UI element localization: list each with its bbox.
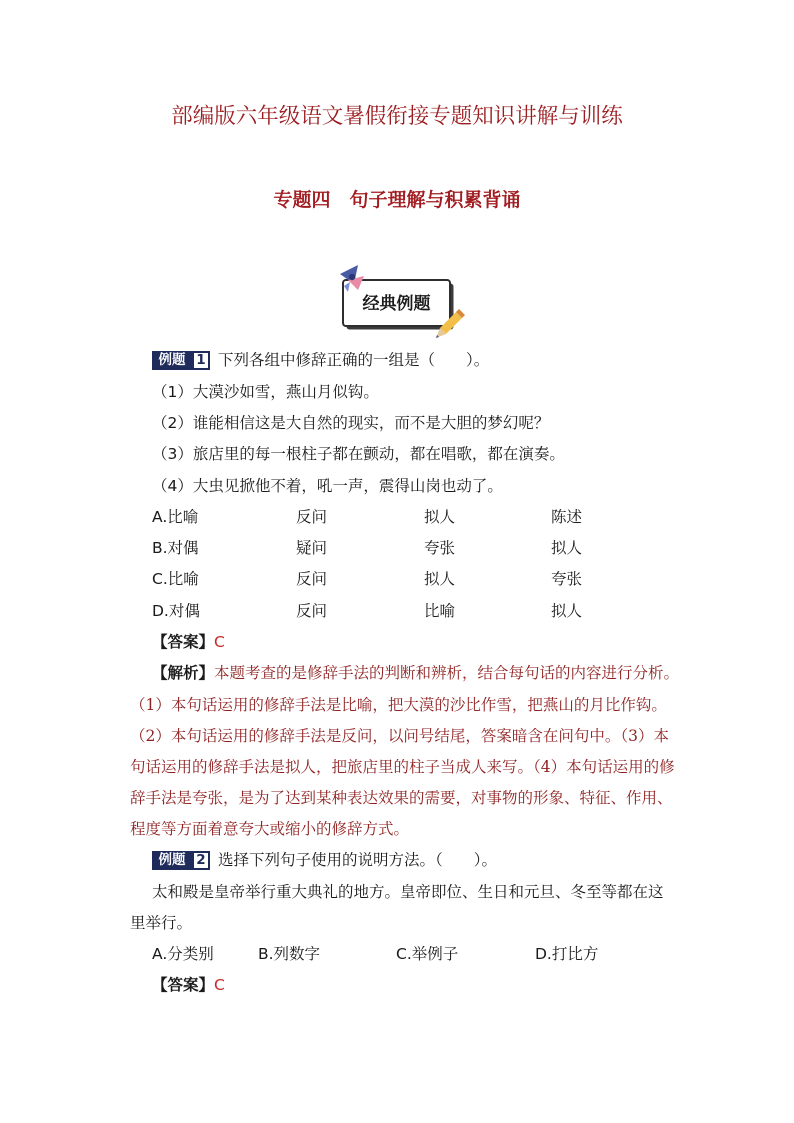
badge-label: 经典例题 [362, 294, 431, 314]
option-row [0, 507, 794, 527]
option-cell: B.对偶 [152, 539, 199, 557]
analysis-text: 本题考查的是修辞手法的判断和辨析，结合每句话的内容进行分析。 [214, 664, 680, 682]
option-cell: C.举例子 [396, 945, 459, 963]
option-cell: B.列数字 [258, 945, 321, 963]
analysis-line: 程度等方面着意夸大或缩小的修辞方式。 [130, 820, 410, 838]
example-number: 1 [192, 351, 210, 370]
answer-value: C [214, 633, 225, 651]
answer-label: 【答案】 [152, 633, 215, 651]
sentence-item: （4）大虫见掀他不着，吼一声，震得山岗也动了。 [152, 477, 503, 495]
sentence-item: （2）谁能相信这是大自然的现实，而不是大胆的梦幻呢？ [152, 414, 550, 432]
option-cell: D.打比方 [535, 945, 599, 963]
analysis-label: 【解析】 [152, 664, 215, 682]
option-cell: 拟人 [424, 508, 456, 526]
option-row [0, 538, 794, 558]
option-cell: 反问 [296, 570, 328, 588]
answer-line [152, 632, 225, 652]
option-cell: 夸张 [424, 539, 456, 557]
option-row [0, 569, 794, 589]
option-cell: C.比喻 [152, 570, 199, 588]
ribbon-knot [349, 274, 355, 280]
passage-line: 里举行。 [130, 914, 193, 932]
section-badge [328, 258, 472, 342]
analysis-line: 辞手法是夸张，是为了达到某种表达效果的需要，对事物的形象、特征、作用、 [130, 789, 673, 807]
option-cell: A.比喻 [152, 508, 199, 526]
passage-line: 太和殿是皇帝举行重大典礼的地方。皇帝即位、生日和元旦、冬至等都在这 [152, 883, 664, 901]
sentence-item: （1）大漠沙如雪，燕山月似钩。 [152, 383, 379, 401]
example-tag: 例题 [152, 351, 192, 370]
sentence-item: （3）旅店里的每一根柱子都在颤动，都在唱歌，都在演奏。 [152, 445, 565, 463]
option-cell: 夸张 [551, 570, 583, 588]
question-text: 下列各组中修辞正确的一组是（ ）。 [218, 351, 490, 369]
option-cell: 拟人 [551, 602, 583, 620]
topic-subtitle: 专题四 句子理解与积累背诵 [273, 189, 521, 211]
analysis-line [152, 663, 679, 683]
analysis-line: （2）本句话运用的修辞手法是反问，以问号结尾，答案暗含在问句中。（3）本 [130, 727, 669, 745]
document-title: 部编版六年级语文暑假衔接专题知识讲解与训练 [171, 104, 623, 129]
example-number: 2 [192, 851, 210, 870]
answer-value: C [214, 976, 225, 994]
option-cell: A.分类别 [152, 945, 214, 963]
option-row [0, 944, 794, 964]
option-cell: 反问 [296, 602, 328, 620]
option-cell: 拟人 [424, 570, 456, 588]
option-row [0, 601, 794, 621]
option-cell: 拟人 [551, 539, 583, 557]
analysis-line: 句话运用的修辞手法是拟人，把旅店里的柱子当成人来写。（4）本句话运用的修 [130, 758, 675, 776]
example-tag: 例题 [152, 851, 192, 870]
question-text: 选择下列句子使用的说明方法。（ ）。 [218, 851, 498, 869]
answer-label: 【答案】 [152, 976, 215, 994]
option-cell: 反问 [296, 508, 328, 526]
option-cell: 陈述 [551, 508, 583, 526]
answer-line [152, 975, 225, 995]
option-cell: 比喻 [424, 602, 456, 620]
option-cell: 疑问 [296, 539, 328, 557]
option-cell: D.对偶 [152, 602, 200, 620]
analysis-line: （1）本句话运用的修辞手法是比喻，把大漠的沙比作雪，把燕山的月比作钩。 [130, 696, 667, 714]
